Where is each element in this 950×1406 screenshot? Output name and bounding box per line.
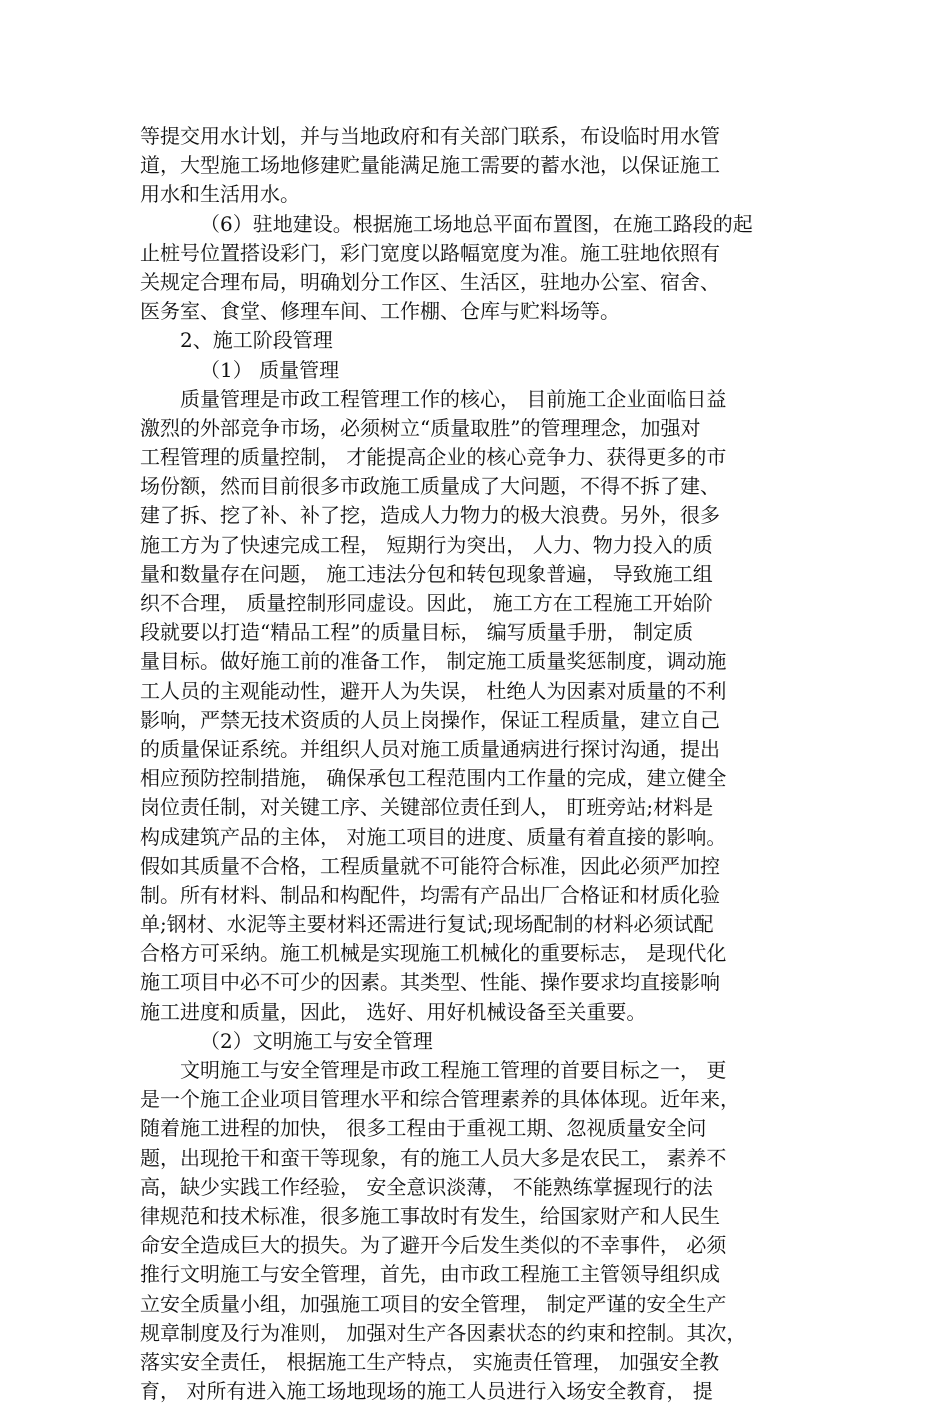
text-line: 建了拆、挖了补、补了挖，造成人力物力的极大浪费。另外，很多 [140, 503, 720, 528]
text-line: 工程管理的质量控制， 才能提高企业的核心竞争力、获得更多的市 [140, 445, 727, 470]
text-line: 量和数量存在问题， 施工违法分包和转包现象普遍， 导致施工组 [140, 561, 713, 586]
text-line: 育， 对所有进入施工场地现场的施工人员进行入场安全教育， 提 [140, 1379, 713, 1404]
text-line: 文明施工与安全管理是市政工程施工管理的首要目标之一， 更 [180, 1058, 727, 1082]
document-body [140, 122, 820, 1406]
text-line: 施工项目中必不可少的因素。其类型、性能、操作要求均直接影响 [140, 970, 720, 995]
text-line: 立安全质量小组，加强施工项目的安全管理， 制定严谨的安全生产 [140, 1291, 727, 1316]
text-line: 岗位责任制，对关键工序、关键部位责任到人， 盯班旁站;材料是 [140, 795, 714, 820]
text-line: 质量管理是市政工程管理工作的核心， 目前施工企业面临日益 [180, 386, 727, 411]
text-line: 制。所有材料、制品和构配件，均需有产品出厂合格证和材质化验 [140, 882, 720, 907]
text-line: 施工进度和质量，因此， 选好、用好机械设备至关重要。 [140, 999, 647, 1024]
text-line: 命安全造成巨大的损失。为了避开今后发生类似的不幸事件， 必须 [140, 1233, 727, 1258]
text-line: 2、施工阶段管理 [180, 328, 333, 353]
text-line: 是一个施工企业项目管理水平和综合管理素养的具体体现。近年来， [140, 1087, 740, 1112]
text-line: 相应预防控制措施， 确保承包工程范围内工作量的完成，建立健全 [140, 766, 727, 791]
text-line: （2）文明施工与安全管理 [200, 1028, 433, 1053]
text-line: 构成建筑产品的主体， 对施工项目的进度、质量有着直接的影响。 [140, 824, 727, 849]
text-line: 随着施工进程的加快， 很多工程由于重视工期、忽视质量安全问 [140, 1116, 707, 1141]
text-line: 关规定合理布局，明确划分工作区、生活区，驻地办公室、宿舍、 [140, 269, 720, 294]
text-line: 止桩号位置搭设彩门，彩门宽度以路幅宽度为准。施工驻地依照有 [140, 240, 720, 265]
text-line: 律规范和技术标准，很多施工事故时有发生，给国家财产和人民生 [140, 1203, 720, 1228]
text-line: 段就要以打造“精品工程”的质量目标， 编写质量手册， 制定质 [140, 620, 694, 645]
text-line: 工人员的主观能动性，避开人为失误， 杜绝人为因素对质量的不利 [140, 678, 727, 703]
text-line: 落实安全责任， 根据施工生产特点， 实施责任管理， 加强安全教 [140, 1349, 720, 1374]
text-line: 推行文明施工与安全管理，首先，由市政工程施工主管领导组织成 [140, 1262, 720, 1287]
text-line: 施工方为了快速完成工程， 短期行为突出， 人力、物力投入的质 [140, 532, 713, 557]
text-line: 合格方可采纳。施工机械是实现施工机械化的重要标志， 是现代化 [140, 941, 727, 966]
text-line: 假如其质量不合格，工程质量就不可能符合标准，因此必须严加控 [140, 853, 720, 878]
text-line: （6）驻地建设。根据施工场地总平面布置图，在施工路段的起 [200, 211, 753, 236]
text-line: 的质量保证系统。并组织人员对施工质量通病进行探讨沟通，提出 [140, 736, 720, 761]
text-line: 量目标。做好施工前的准备工作， 制定施工质量奖惩制度，调动施 [140, 649, 727, 674]
text-line: 激烈的外部竞争市场，必须树立“质量取胜”的管理理念，加强对 [140, 415, 701, 440]
text-line: 织不合理， 质量控制形同虚设。因此， 施工方在工程施工开始阶 [140, 591, 713, 615]
text-line: 医务室、食堂、修理车间、工作棚、仓库与贮料场等。 [140, 299, 620, 324]
text-line: 用水和生活用水。 [140, 182, 300, 207]
text-line: 单;钢材、水泥等主要材料还需进行复试;现场配制的材料必须试配 [140, 912, 714, 937]
text-line: 等提交用水计划，并与当地政府和有关部门联系，布设临时用水管 [140, 124, 720, 148]
text-line: （1） 质量管理 [200, 357, 340, 382]
text-line: 规章制度及行为准则， 加强对生产各因素状态的约束和控制。其次， [140, 1320, 747, 1345]
text-line: 影响，严禁无技术资质的人员上岗操作，保证工程质量，建立自己 [140, 707, 720, 732]
text-line: 高，缺少实践工作经验， 安全意识淡薄， 不能熟练掌握现行的法 [140, 1174, 713, 1199]
text-line: 道，大型施工场地修建贮量能满足施工需要的蓄水池，以保证施工 [140, 153, 720, 178]
text-line: 场份额，然而目前很多市政施工质量成了大问题，不得不拆了建、 [140, 474, 720, 499]
text-line: 题，出现抢干和蛮干等现象，有的施工人员大多是农民工， 素养不 [140, 1145, 727, 1170]
